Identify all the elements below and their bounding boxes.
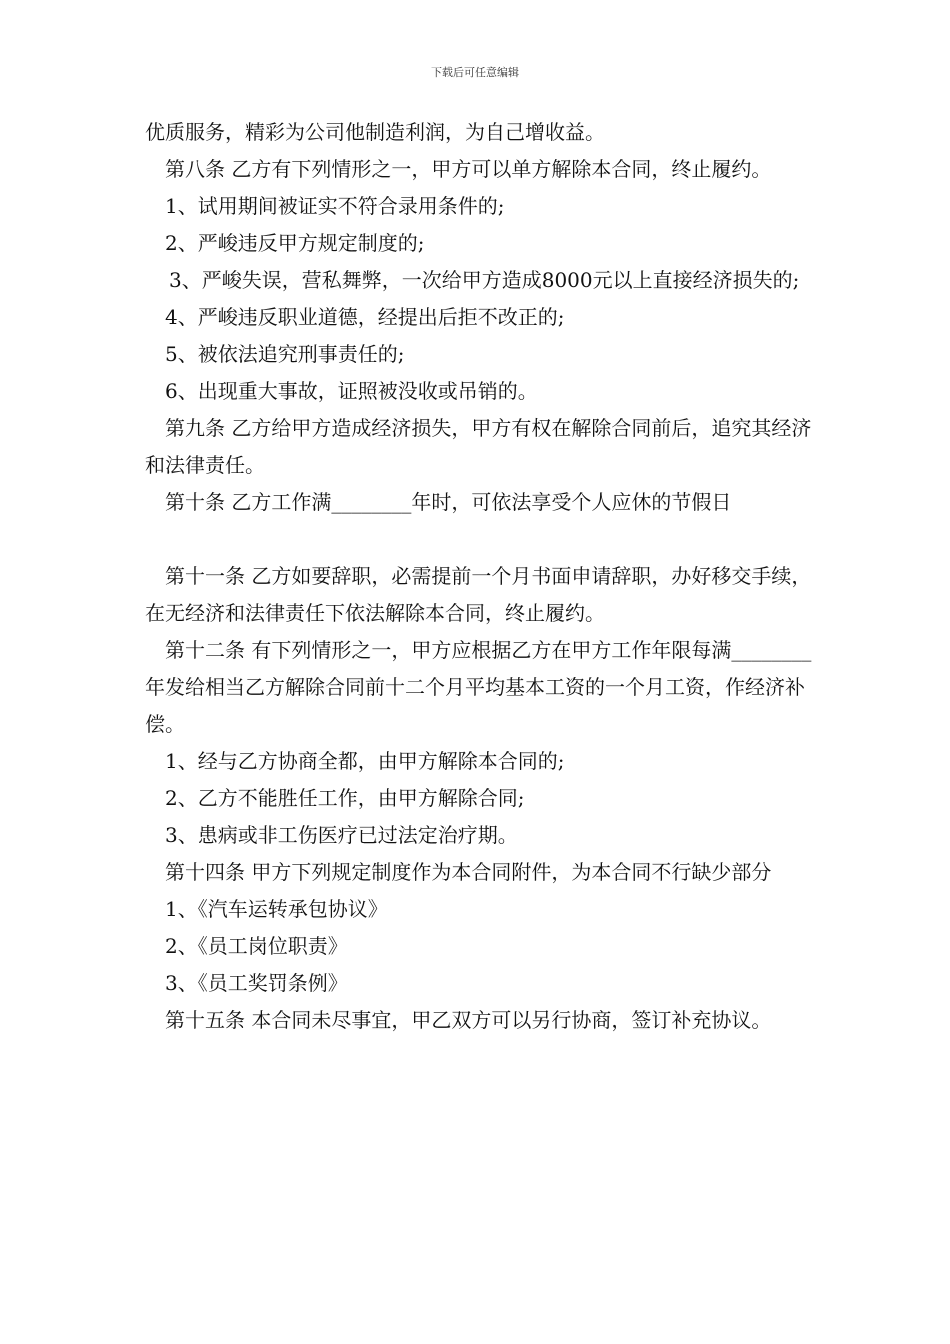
article-14: 第十四条 甲方下列规定制度作为本合同附件，为本合同不行缺少部分 xyxy=(165,860,772,884)
article-8: 第八条 乙方有下列情形之一，甲方可以单方解除本合同，终止履约。 xyxy=(165,157,772,181)
list-item: 2、《员工岗位职责》 xyxy=(165,934,348,958)
article-15: 第十五条 本合同未尽事宜，甲乙双方可以另行协商，签订补充协议。 xyxy=(165,1008,772,1032)
document-body xyxy=(145,114,813,1039)
list-item: 1、试用期间被证实不符合录用条件的; xyxy=(165,194,505,218)
list-item: 6、出现重大事故，证照被没收或吊销的。 xyxy=(165,379,538,403)
list-item: 3、患病或非工伤医疗已过法定治疗期。 xyxy=(165,823,518,847)
list-item: 1、经与乙方协商全都，由甲方解除本合同的; xyxy=(165,749,565,773)
list-item: 5、被依法追究刑事责任的; xyxy=(165,342,405,366)
paragraph: 优质服务，精彩为公司他制造利润，为自己增收益。 xyxy=(145,120,605,144)
page-header: 下载后可任意编辑 xyxy=(431,66,519,79)
article-12: 第十二条 有下列情形之一，甲方应根据乙方在甲方工作年限每满________年发给相当乙方解除合同前十二个月平均基本工资的一个月工资，作经济补偿。 xyxy=(145,638,812,736)
list-item: 2、严峻违反甲方规定制度的; xyxy=(165,231,425,255)
article-10: 第十条 乙方工作满________年时，可依法享受个人应休的节假日 xyxy=(165,490,732,514)
list-item: 4、严峻违反职业道德，经提出后拒不改正的; xyxy=(165,305,565,329)
list-item: 2、乙方不能胜任工作，由甲方解除合同; xyxy=(165,786,525,810)
article-11: 第十一条 乙方如要辞职，必需提前一个月书面申请辞职，办好移交手续，在无经济和法律责任下依法解除本合同，终止履约。 xyxy=(145,564,812,625)
article-9: 第九条 乙方给甲方造成经济损失，甲方有权在解除合同前后，追究其经济和法律责任。 xyxy=(145,416,812,477)
list-item: 1、《汽车运转承包协议》 xyxy=(165,897,388,921)
list-item: 3、严峻失误，营私舞弊，一次给甲方造成8000元以上直接经济损失的; xyxy=(169,268,800,292)
list-item: 3、《员工奖罚条例》 xyxy=(165,971,348,995)
blank-line xyxy=(145,521,813,558)
